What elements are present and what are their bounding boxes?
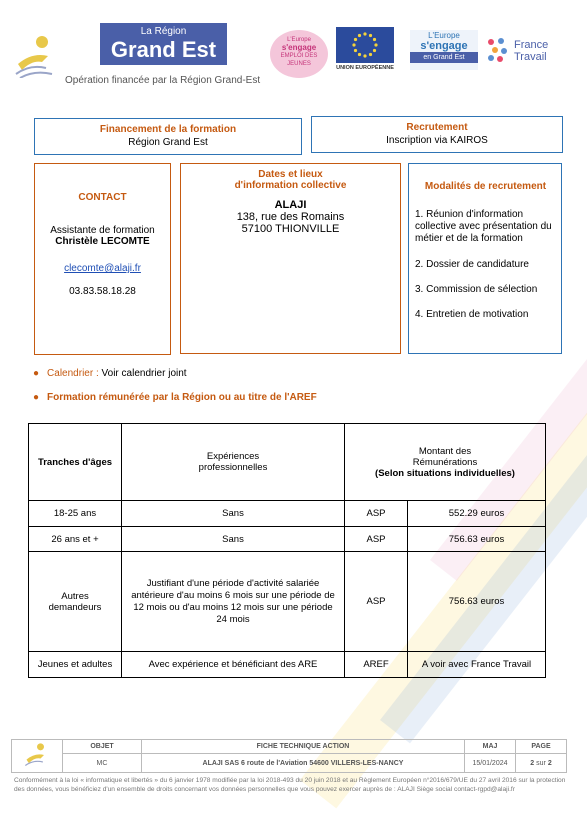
- table-row: [29, 501, 546, 527]
- financement-box: [34, 118, 302, 155]
- pink-logo-line3: EMPLOI DES JEUNES: [280, 53, 318, 67]
- header-montant-l1: Montant des: [418, 445, 472, 457]
- france-travail-logo: [485, 36, 565, 66]
- dates-box: [180, 163, 401, 354]
- footer-page-number: [516, 754, 567, 773]
- row-age: 18-25 ans: [29, 501, 122, 527]
- engage-logo-line1: L'Europe: [428, 31, 460, 40]
- modalites-step-3: 3. Commission de sélection: [415, 284, 538, 295]
- footer-logo-cell: [12, 740, 63, 773]
- row-age: 26 ans et +: [29, 527, 122, 552]
- row-exp: Justifiant d'une période d'activité salariée antérieure d'au moins 6 mois sur une période de 12 mois ou d'au moins 12 mois sur une période 24 mois: [122, 552, 345, 652]
- footer-page-total: 2: [547, 759, 552, 767]
- bullet-dot: ●: [33, 392, 40, 403]
- table-row: [29, 552, 546, 652]
- dates-title-line1: Dates et lieux: [258, 169, 323, 180]
- emploi-jeunes-logo: [270, 30, 328, 78]
- table-row: [29, 652, 546, 678]
- runner-logo: [12, 34, 60, 78]
- legal-notice: Conformément à la loi « informatique et libertés » du 6 janvier 1978 modifiée par la loi 2018-493 du 20 juin 2018 et au Règlement Européen n°2016/679/UE du 27 avril 2016 sur la protection des données, vous bénéficiez d'un ensemble de droits concernant vos données personnelles que vous pouvez exercer auprès de : ALAJI Siège social contact-rgpd@alaji.fr: [14, 777, 566, 793]
- dates-address1: 138, rue des Romains: [236, 211, 345, 223]
- europe-engage-grand-est-logo: [410, 30, 478, 70]
- region-logo-big-text: Grand Est: [110, 37, 217, 62]
- engage-logo-line2: s'engage: [420, 40, 468, 52]
- remuneration-line: [33, 392, 317, 403]
- footer-page-sep: sur: [534, 759, 548, 767]
- contact-role: Assistante de formation: [50, 225, 155, 236]
- row-age: Autres demandeurs: [29, 552, 122, 652]
- header-montant: [345, 424, 546, 501]
- modalites-step-4: 4. Entretien de motivation: [415, 309, 529, 320]
- row-exp: Sans: [122, 501, 345, 527]
- footer-value-row: [12, 754, 567, 773]
- header-montant-l3: (Selon situations individuelles): [375, 467, 515, 479]
- recrutement-value: Inscription via KAIROS: [386, 135, 488, 146]
- contact-name: Christèle LECOMTE: [55, 236, 150, 247]
- region-grand-est-logo: [100, 23, 227, 65]
- header-experiences-l1: Expériences: [206, 451, 260, 462]
- calendrier-value: Voir calendrier joint: [101, 368, 187, 379]
- engage-logo-line3: en Grand Est: [410, 52, 478, 63]
- recrutement-title: Recrutement: [406, 122, 468, 133]
- row-amount: 756.63 euros: [408, 527, 546, 552]
- contact-box: [34, 163, 171, 355]
- runner-logo-icon: [23, 742, 51, 768]
- table-header-row: [29, 424, 546, 501]
- footer-address: ALAJI SAS 6 route de l'Aviation 54600 VILLERS-LES-NANCY: [142, 754, 465, 773]
- footer-date: 15/01/2024: [465, 754, 516, 773]
- financement-value: Région Grand Est: [128, 137, 208, 148]
- remuneration-table: [28, 423, 546, 678]
- footer-mc: MC: [63, 754, 142, 773]
- pink-logo-line2: s'engage: [281, 43, 317, 52]
- row-exp: Sans: [122, 527, 345, 552]
- header-tranches: Tranches d'âges: [29, 424, 122, 501]
- row-amount: 756.63 euros: [408, 552, 546, 652]
- remuneration-note: Formation rémunérée par la Région ou au titre de l'AREF: [47, 392, 317, 403]
- contact-phone: 03.83.58.18.28: [69, 286, 136, 297]
- footer-maj: MAJ: [465, 740, 516, 754]
- header-experiences-l2: professionnelles: [198, 462, 268, 473]
- header-montant-l2: Rémunérations: [412, 456, 478, 468]
- recrutement-box: [311, 116, 563, 153]
- calendrier-sep: :: [93, 368, 102, 379]
- ft-logo-line2: Travail: [514, 51, 547, 63]
- modalites-box: [408, 163, 562, 354]
- financement-title: Financement de la formation: [99, 124, 237, 135]
- dates-title-line2: d'information collective: [234, 180, 347, 191]
- dates-org: ALAJI: [274, 199, 307, 211]
- contact-email-link[interactable]: clecomte@alaji.fr: [64, 263, 141, 274]
- row-amount: 552.29 euros: [408, 501, 546, 527]
- france-travail-text: [514, 39, 548, 63]
- eu-stars-icon: [336, 27, 394, 63]
- header-experiences: [122, 424, 345, 501]
- calendrier-line: [33, 368, 187, 379]
- footer-table: [11, 739, 567, 773]
- bullet-dot: ●: [33, 368, 40, 379]
- eu-flag-logo: [336, 27, 394, 75]
- footer-objet: OBJET: [63, 740, 142, 754]
- row-type: ASP: [345, 552, 408, 652]
- footer-header-row: [12, 740, 567, 754]
- financing-note: Opération financée par la Région Grand-Est: [65, 75, 261, 86]
- france-travail-dots-icon: [485, 36, 509, 64]
- footer-page-num: 2: [530, 759, 535, 767]
- modalites-step-2: 2. Dossier de candidature: [415, 259, 529, 270]
- modalites-step-1: 1. Réunion d'information collective avec présentation du métier et de la formation: [415, 209, 552, 244]
- pink-logo-line1: L'Europe: [287, 37, 311, 43]
- ft-logo-line1: France: [514, 39, 549, 51]
- row-type: AREF: [345, 652, 408, 678]
- dates-address2: 57100 THIONVILLE: [241, 223, 340, 235]
- row-age: Jeunes et adultes: [29, 652, 122, 678]
- modalites-title: Modalités de recrutement: [424, 181, 547, 192]
- contact-title: CONTACT: [78, 192, 127, 203]
- eu-logo-label: UNION EUROPÉENNE: [336, 65, 394, 71]
- table-row: [29, 527, 546, 552]
- row-exp: Avec expérience et bénéficiant des ARE: [122, 652, 345, 678]
- footer-page: PAGE: [516, 740, 567, 754]
- row-amount: A voir avec France Travail: [408, 652, 546, 678]
- calendrier-label: Calendrier: [47, 368, 94, 379]
- row-type: ASP: [345, 501, 408, 527]
- row-type: ASP: [345, 527, 408, 552]
- region-logo-small-text: La Région: [140, 26, 187, 37]
- eu-flag: [336, 27, 394, 63]
- footer-fiche: FICHE TECHNIQUE ACTION: [142, 740, 465, 754]
